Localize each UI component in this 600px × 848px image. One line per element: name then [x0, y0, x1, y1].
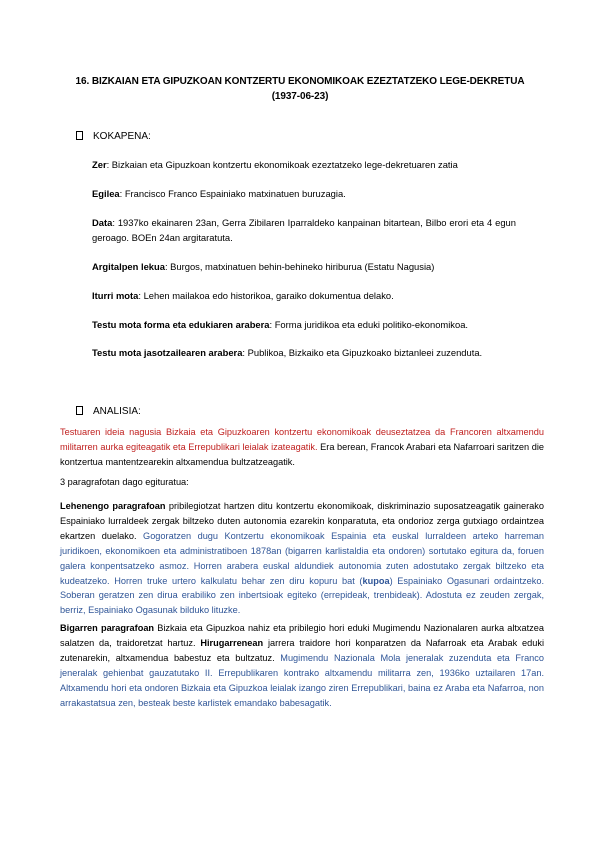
- third-paragraph-label: Hirugarrenean: [200, 637, 264, 648]
- field-forma-label: Testu mota forma eta edukiaren arabera: [92, 319, 270, 330]
- main-idea-paragraph: [60, 425, 544, 470]
- second-paragraph-label: Bigarren paragrafoan: [60, 623, 155, 633]
- section-heading-kokapena: [76, 130, 151, 143]
- bullet-icon: [76, 131, 83, 140]
- field-forma-value: : Forma juridikoa eta eduki politiko-ekonomikoa.: [269, 319, 469, 330]
- field-testu-mota-forma: [92, 318, 516, 333]
- first-paragraph-context-a: Gogoratzen dugu Kontzertu ekonomikoak Espainia eta euskal lurraldeen arteko harreman juridikoen, ekonomikoen eta administratiboen 1878an (bigarren karlistaldia eta ondoren) sortutako egitura da, foruen galera konpentsatzeko asmoz. Horren arabera euskal aldundiek autonomia zuten adostutako zergak biltzeko eta kudeatzeko. Horren truke urtero kalkulatu behar zen diru kopuru bat (: [60, 530, 544, 586]
- field-data-label: Data: [92, 217, 113, 228]
- field-egilea-label: Egilea: [92, 188, 120, 199]
- first-paragraph-context-b: ) Espainiako Ogasunari ordaintzeko. Soberan geratzen zen dirua erabiliko zen inbertsioak egiteko (errepideak, trenbideak). Adostuta ez zeuden zergak, berriz, Espainiako Ogasunak bilduko lituzke.: [60, 575, 544, 616]
- field-jasotzaile-value: : Publikoa, Bizkaiko eta Gipuzkoako biztanleei zuzenduta.: [242, 347, 483, 358]
- field-argitalpen-value: : Burgos, matxinatuen behin-behineko hiriburua (Estatu Nagusia): [164, 261, 435, 272]
- field-iturri-label: Iturri mota: [92, 290, 139, 301]
- second-paragraph-text: Bizkaia eta Gipuzkoa nahiz eta pribilegio hori eduki Mugimendu Nazionalaren aurka altxatzea salatzen da, traidoretzat hartuz.: [60, 623, 544, 648]
- main-idea-highlight: Testuaren ideia nagusia Bizkaia eta Gipuzkoaren kontzertu ekonomikoak deuseztatzea da Francoren altxamendu militarren aurka egiteagatik eta Errepublikari leialak izateagatik.: [60, 427, 544, 452]
- field-zer: [92, 158, 516, 173]
- kokapena-heading-text: KOKAPENA:: [93, 131, 151, 142]
- document-date: (1937-06-23): [271, 91, 329, 102]
- second-paragraph-context: Mugimendu Nazionala Mola jeneralak zuzenduta eta Franco jeneralak gehienbat gauzatutako II. Errepublikaren kontrako altxamendu militarra zen, 1936ko uztailaren 17an. Altxamendu hori eta ondoren Bizkaia eta Gipuzkoa leialak izango ziren Errepublikari, baina ez Araba eta Nafarroa, non arrakastatsua zen, besteak beste karlistek emandako babesagatik.: [60, 652, 544, 708]
- second-paragraph-analysis: [60, 621, 544, 710]
- third-paragraph-text: jarrera traidore hori konparatzen da Nafarroak eta Arabak eduki zutenarekin, altxamendua babestuz eta bultzatuz.: [60, 637, 544, 663]
- first-paragraph-text: pribilegiotzat hartzen ditu kontzertu ekonomikoak, diskriminazio suposatzeagatik gainerako Espainiako lurraldeek zergak biltzeko duten autonomia ezarekin konparatuta, eta ondorioz zerga gutxiago ordaintzea ekartzen duelako.: [60, 501, 544, 541]
- field-testu-mota-jasotzaile: [92, 346, 516, 361]
- field-iturri-mota: [92, 289, 516, 304]
- structure-intro: 3 paragrafotan dago egituratua:: [60, 477, 189, 487]
- field-zer-value: : Bizkaian eta Gipuzkoan kontzertu ekonomikoak ezeztatzeko lege-dekretuaren zatia: [106, 159, 458, 170]
- analisia-heading-text: ANALISIA:: [93, 406, 141, 417]
- document-title: 16. BIZKAIAN ETA GIPUZKOAN KONTZERTU EKONOMIKOAK EZEZTATZEKO LEGE-DEKRETUA: [75, 76, 525, 87]
- field-iturri-value: : Lehen mailakoa edo historikoa, garaiko dokumentua delako.: [138, 290, 394, 301]
- first-paragraph-analysis: [60, 499, 544, 618]
- field-argitalpen-label: Argitalpen lekua: [92, 261, 165, 272]
- first-paragraph-kupoa: kupoa: [362, 575, 390, 586]
- field-data: [92, 216, 516, 245]
- field-data-value: : 1937ko ekainaren 23an, Gerra Zibilaren Iparraldeko kanpainan bitartean, Bilbo erori eta 4 egun geroago. BOEn 24an argitaratuta.: [92, 217, 516, 243]
- field-jasotzaile-label: Testu mota jasotzailearen arabera: [92, 347, 243, 358]
- section-heading-analisia: [76, 405, 141, 418]
- field-argitalpen-lekua: [92, 260, 516, 275]
- field-zer-label: Zer: [92, 159, 107, 170]
- field-egilea-value: : Francisco Franco Espainiako matxinatuen buruzagia.: [119, 188, 346, 199]
- first-paragraph-label: Lehenengo paragrafoan: [60, 501, 166, 511]
- bullet-icon: [76, 406, 83, 415]
- field-egilea: [92, 187, 516, 202]
- main-idea-rest: Era berean, Francok Arabari eta Nafarroari saritzen die kontzertua mantentzearekin altxamendua bultzatzeagatik.: [60, 441, 544, 467]
